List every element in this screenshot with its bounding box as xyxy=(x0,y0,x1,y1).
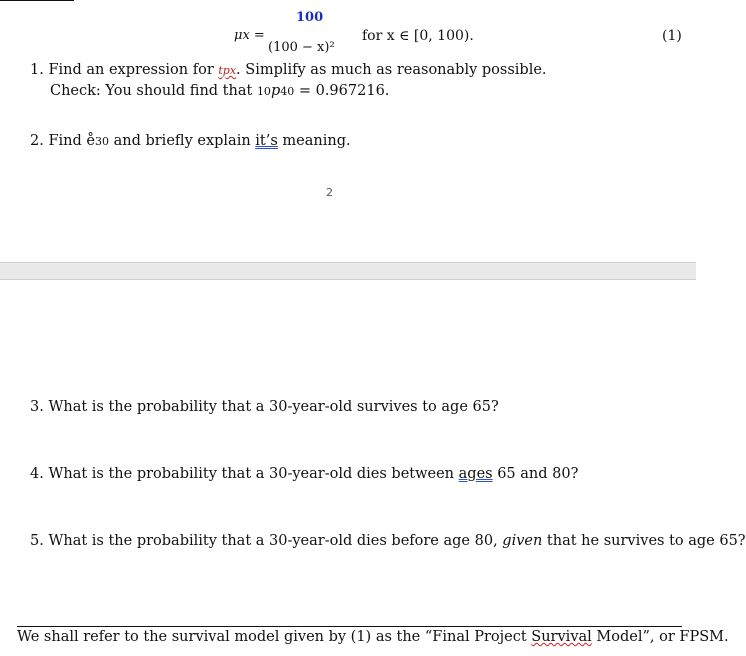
question-number: 4. xyxy=(30,466,44,482)
fraction-bar xyxy=(0,0,74,1)
question-number: 1. xyxy=(30,62,44,78)
formula-domain: for x ∈ [0, 100). xyxy=(362,28,474,44)
footnote-rule xyxy=(17,626,682,627)
formula-lhs: μx = xyxy=(234,28,265,43)
tpx-term: tpx xyxy=(218,64,237,77)
formula-denominator: (100 − x)² xyxy=(268,40,335,55)
page-number: 2 xyxy=(326,186,333,199)
question-3: 3. What is the probability that a 30-year-old survives to age 65? xyxy=(30,399,499,415)
life-expectancy-symbol: e̊ xyxy=(86,133,95,149)
question-number: 5. xyxy=(30,533,44,549)
footnote: We shall refer to the survival model given by (1) as the “Final Project Survival Model”, or FPSM. xyxy=(17,629,729,645)
question-number: 2. xyxy=(30,133,44,149)
question-1: 1. Find an expression for tpx. Simplify as much as reasonably possible. xyxy=(30,62,547,78)
question-4: 4. What is the probability that a 30-year-old dies between ages 65 and 80? xyxy=(30,466,579,482)
page-break xyxy=(0,262,696,280)
question-number: 3. xyxy=(30,399,44,415)
question-2: 2. Find e̊30 and briefly explain it’s meaning. xyxy=(30,133,351,149)
question-1-check: Check: You should find that 10p40 = 0.967216. xyxy=(50,83,390,99)
formula-numerator: 100 xyxy=(296,10,324,25)
question-5: 5. What is the probability that a 30-year-old dies before age 80, given that he survives to age 65? xyxy=(30,533,746,549)
equation-number: (1) xyxy=(662,28,682,44)
